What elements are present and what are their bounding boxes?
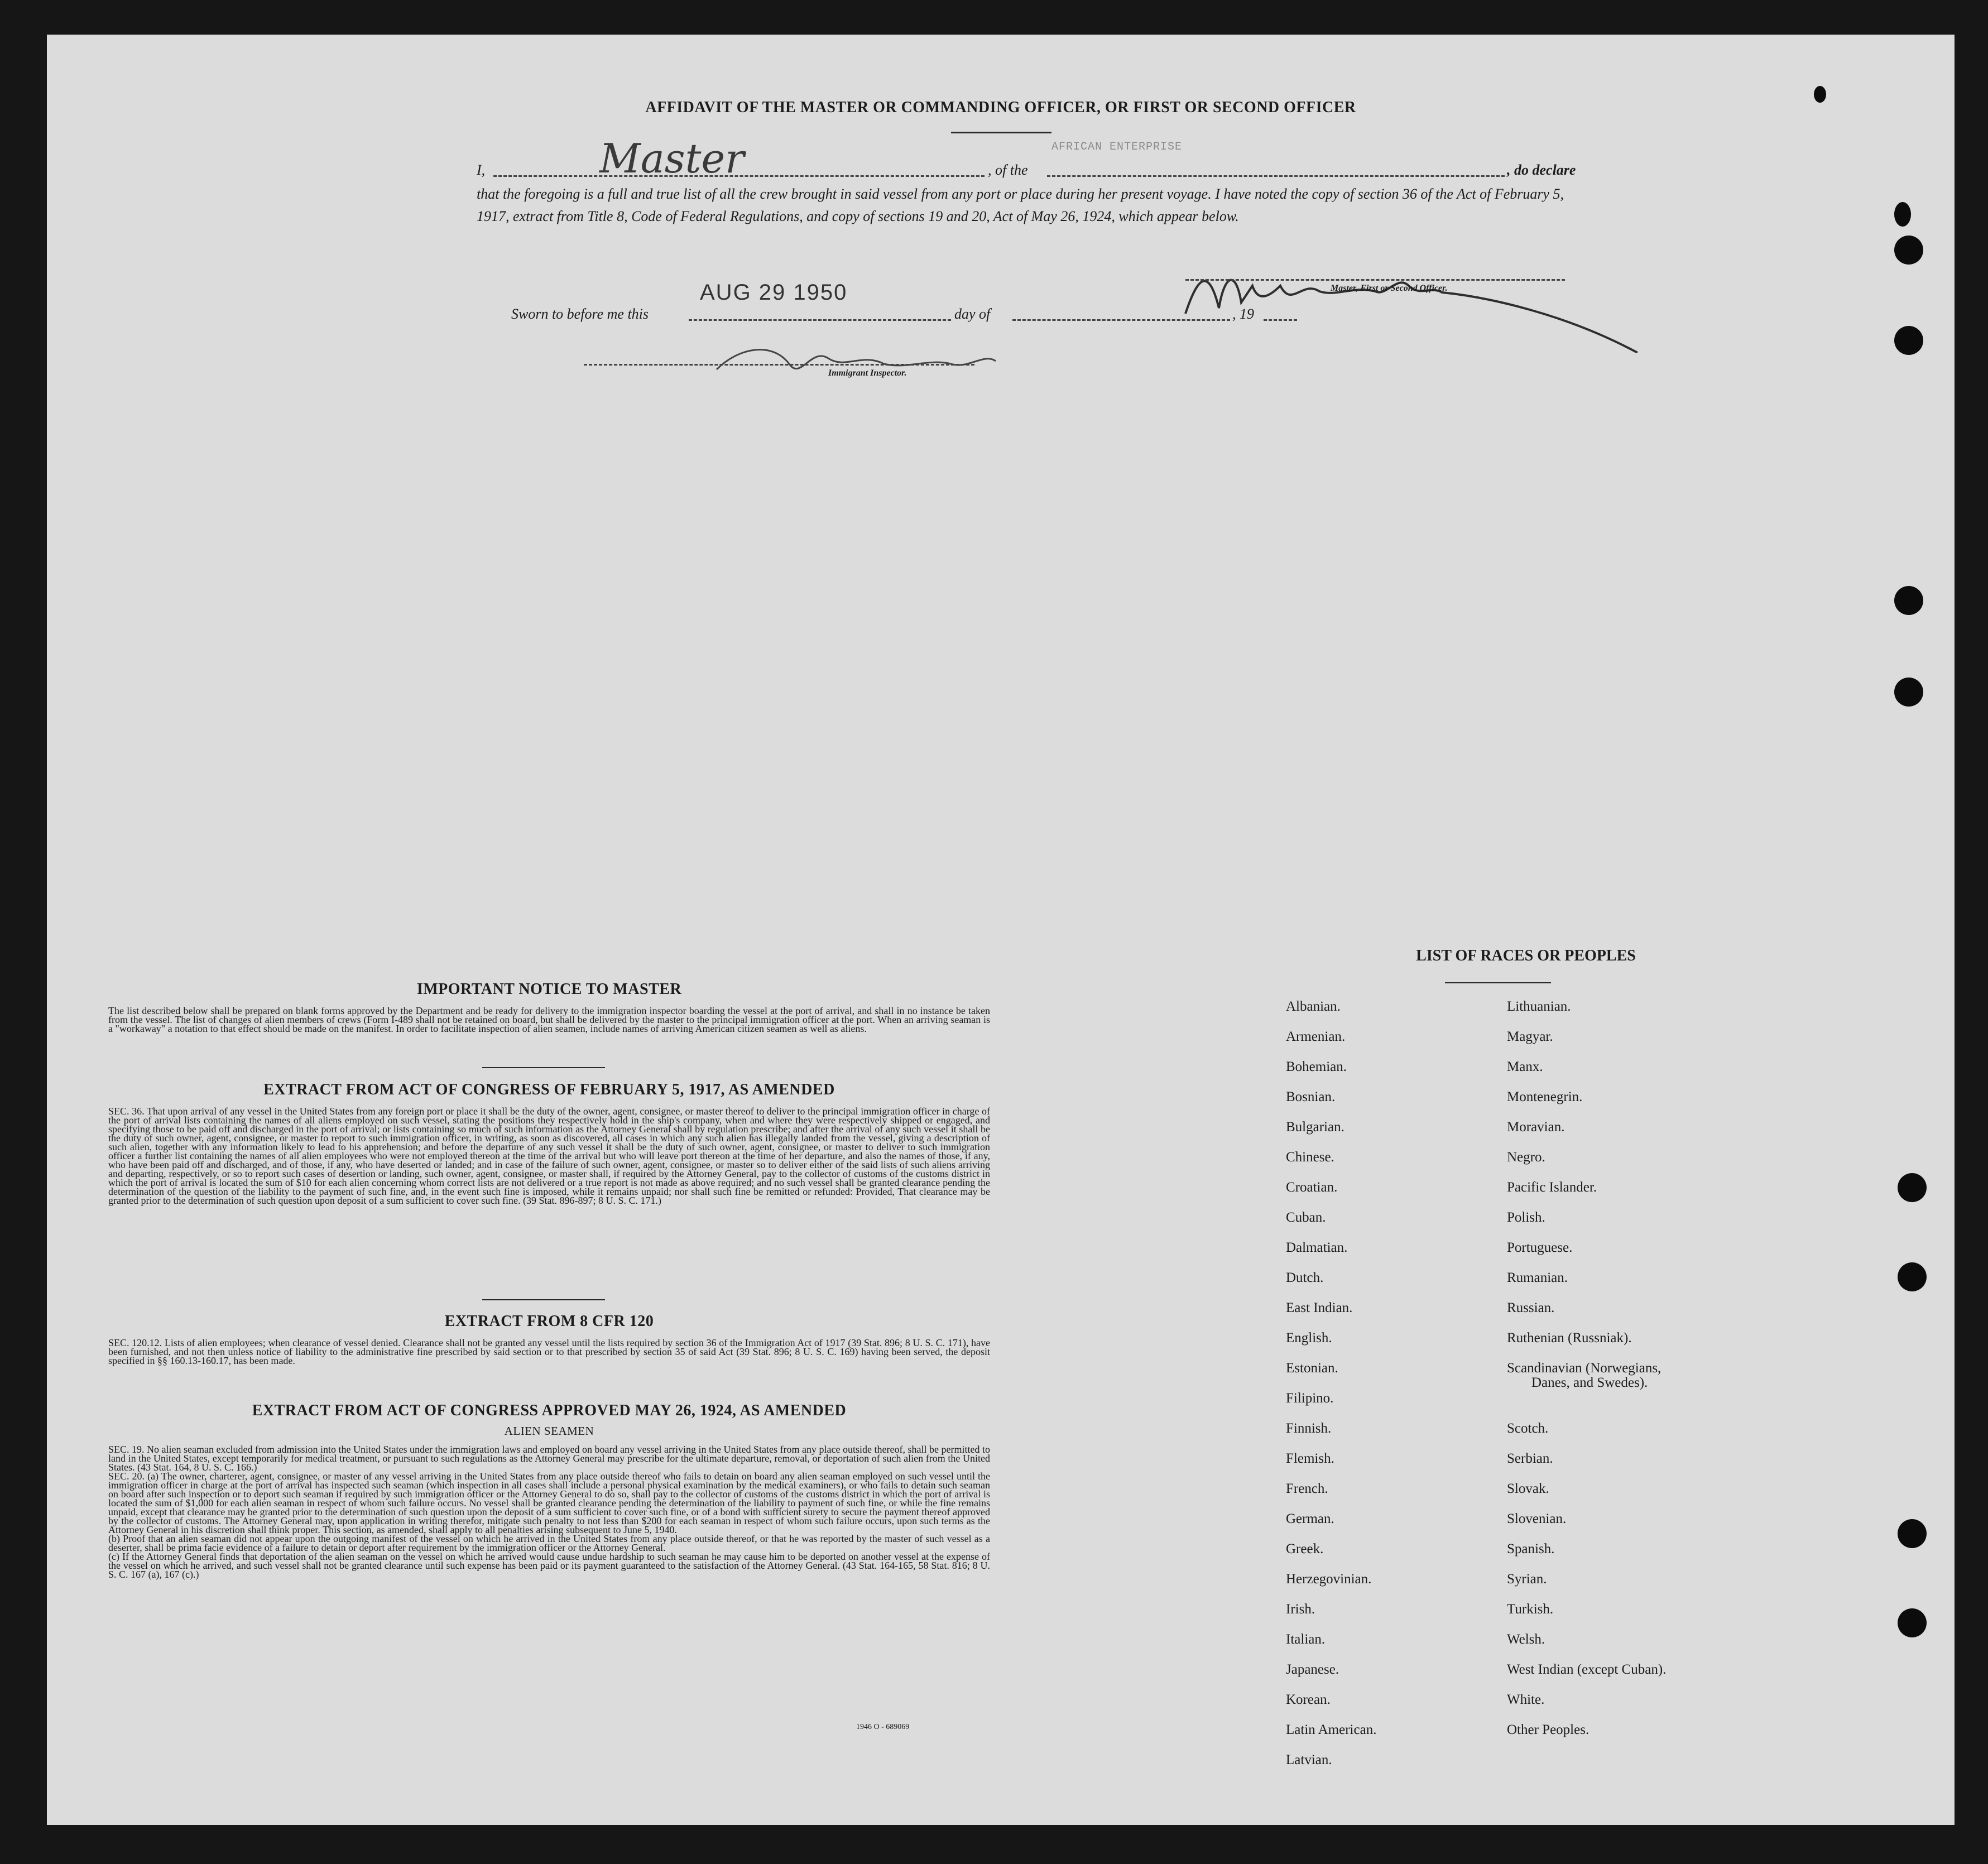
race-item: English.: [1286, 1330, 1332, 1346]
race-item: Dalmatian.: [1286, 1240, 1348, 1255]
race-item: Danes, and Swedes).: [1531, 1375, 1648, 1390]
race-item: Moravian.: [1507, 1120, 1565, 1135]
race-item: Estonian.: [1286, 1361, 1338, 1376]
race-item: Irish.: [1286, 1602, 1315, 1617]
race-item: Greek.: [1286, 1541, 1324, 1556]
race-item: Latvian.: [1286, 1752, 1332, 1767]
race-item: Russian.: [1507, 1300, 1555, 1315]
race-item: West Indian (except Cuban).: [1507, 1662, 1667, 1677]
race-item: Albanian.: [1286, 999, 1341, 1014]
sworn-month-blank: [1012, 319, 1230, 321]
master-signature-line: [1185, 279, 1565, 281]
race-item: Croatian.: [1286, 1180, 1338, 1195]
punch-hole: [1898, 1173, 1927, 1202]
race-item: Polish.: [1507, 1210, 1545, 1225]
race-item: Magyar.: [1507, 1029, 1553, 1044]
race-item: Chinese.: [1286, 1150, 1334, 1165]
race-item: Herzegovinian.: [1286, 1572, 1372, 1587]
inspector-signature-line: [584, 364, 974, 366]
sworn-day-label: day of: [954, 306, 991, 322]
race-item: Slovak.: [1507, 1481, 1549, 1496]
extract-cfr-body: SEC. 120.12. Lists of alien employees; when clearance of vessel denied. Clearance shall not be granted any vessel until the lists required by section 36 of the Immigration Act of 1917 (39 Stat. 896; 8 U. S. C. 171), have been furnished, and not then unless notice of liability to the administrative fine prescribed by said section or to that prescribed by section 35 of said Act (39 Stat. 896; 8 U. S. C. 169) having been served, the deposit specified in §§ 160.13-160.17, has been made.: [108, 1337, 990, 1366]
race-item: East Indian.: [1286, 1300, 1353, 1315]
extract-1917-body: SEC. 36. That upon arrival of any vessel in the United States from any foreign port or place it shall be the duty of the owner, agent, consignee, or master thereof to deliver to the principal immigration officer in charge of the port of arrival lists containing the names of all aliens employed on such vessel, stating the positions they respectively hold in the ship's company, when and where they were respectively shipped or engaged, and specifying those to be paid off and discharged in the port of arrival; or lists containing so much of such information as the Attorney General shall by regulation prescribe; and after the arrival of any such vessel it shall be the duty of such owner, agent, consignee, or master to report to such immigration officer, in writing, as soon as discovered, all cases in which any such alien has illegally landed from the vessel, giving a description of such alien, together with any information likely to lead to his apprehension; and before the departure of any such vessel it shall be the duty of such owner, agent, consignee, or master to deliver to such immigration officer a further list containing the names of all alien employees who were not employed thereon at the time of the arrival but who will leave port thereon at the time of her departure, and also the names of those, if any, who have been paid off and discharged, and of those, if any, who have deserted or landed; and in case of the failure of such owner, agent, consignee, or master so to deliver either of the said lists of such aliens arriving and departing, respectively, or so to report such cases of desertion or landing, such owner, agent, consignee, or master shall, if required by the Attorney General, pay to the collector of customs of the customs district in which the port of arrival is located the sum of $10 for each alien concerning whom correct lists are not delivered or a true report is not made as above required; and no such vessel shall be granted clearance pending the determination of the question of the liability to the payment of such fine, and, in the event such fine is imposed, while it remains unpaid; nor shall such fine be remitted or refunded: Provided, That clearance may be granted prior to the determination of such question upon deposit of a sum sufficient to cover such fine. (39 Stat. 896-897; 8 U. S. C. 171.): [108, 1106, 990, 1206]
section-divider: [482, 1067, 605, 1068]
race-item: Finnish.: [1286, 1421, 1332, 1436]
race-item: Other Peoples.: [1507, 1722, 1590, 1737]
race-item: Korean.: [1286, 1692, 1331, 1707]
punch-hole: [1894, 586, 1923, 615]
extract-cfr-section: [108, 1313, 990, 1365]
extract-cfr-title: EXTRACT FROM 8 CFR 120: [444, 1313, 654, 1330]
race-item: Ruthenian (Russniak).: [1507, 1330, 1632, 1346]
race-item: Syrian.: [1507, 1572, 1547, 1587]
notice-title: IMPORTANT NOTICE TO MASTER: [416, 981, 682, 998]
race-item: Dutch.: [1286, 1270, 1324, 1285]
race-item: Montenegrin.: [1507, 1089, 1583, 1104]
punch-hole: [1894, 326, 1923, 355]
race-item: Scandinavian (Norwegians,: [1507, 1361, 1662, 1376]
race-item: Welsh.: [1507, 1632, 1545, 1647]
races-divider: [1445, 982, 1551, 983]
race-item: French.: [1286, 1481, 1328, 1496]
extract-1924-subtitle: ALIEN SEAMEN: [504, 1424, 594, 1438]
race-item: Portuguese.: [1507, 1240, 1573, 1255]
punch-hole: [1898, 1262, 1927, 1291]
sworn-year-label: , 19: [1232, 306, 1254, 322]
notice-section: [108, 981, 990, 1033]
extract-1924-section: [108, 1402, 990, 1579]
punch-hole: [1898, 1519, 1927, 1548]
race-item: German.: [1286, 1511, 1334, 1526]
race-item: Armenian.: [1286, 1029, 1346, 1044]
title-divider: [951, 132, 1051, 133]
vessel-name-stamp: AFRICAN ENTERPRISE: [1051, 141, 1183, 153]
notice-body: The list described below shall be prepared on blank forms approved by the Department and be ready for delivery to the immigration inspector boarding the vessel at the port of arrival, and shall in no instance be taken from the vessel. The list of changes of alien members of crews (Form I-489 shall not be retained on board, but shall be delivered by the master to the principal immigration officer at the port. When an arriving seaman is a "workaway" a notation to that effect should be made on the manifest. In order to facilitate inspection of alien seamen, include names of arriving American citizen seamen as well as aliens.: [108, 1005, 990, 1034]
race-item: Latin American.: [1286, 1722, 1377, 1737]
vessel-blank: [1047, 175, 1505, 177]
sworn-prefix: Sworn to before me this: [511, 306, 649, 322]
sworn-date-blank: [689, 319, 951, 321]
master-label: Master, First or Second Officer.: [1331, 284, 1448, 293]
punch-hole: [1898, 1608, 1927, 1637]
race-item: Bosnian.: [1286, 1089, 1336, 1104]
handwritten-master: Master: [599, 135, 745, 182]
race-item: Japanese.: [1286, 1662, 1339, 1677]
race-item: Filipino.: [1286, 1391, 1334, 1406]
race-item: Bohemian.: [1286, 1059, 1347, 1074]
print-code: 1946 O - 689069: [856, 1723, 910, 1731]
race-item: Cuban.: [1286, 1210, 1326, 1225]
section-divider: [482, 1299, 605, 1300]
affidavit-line1-prefix: I,: [477, 162, 486, 178]
race-item: White.: [1507, 1692, 1545, 1707]
race-item: Turkish.: [1507, 1602, 1554, 1617]
race-item: Pacific Islander.: [1507, 1180, 1597, 1195]
race-item: Flemish.: [1286, 1451, 1334, 1466]
extract-1924-sec20b: (b) Proof that an alien seaman did not appear upon the outgoing manifest of the vessel on which he arrived in the United States from any place outside thereof, or that he was reported by the master of such vessel as a deserter, shall be prima facie evidence of a failure to detain or deport after requirement by the immigration officer or the Attorney General.: [108, 1533, 990, 1553]
punch-hole: [1894, 202, 1911, 227]
race-item: Serbian.: [1507, 1451, 1553, 1466]
race-item: Spanish.: [1507, 1541, 1555, 1556]
punch-hole: [1894, 678, 1923, 707]
extract-1924-sec20a: SEC. 20. (a) The owner, charterer, agent, consignee, or master of any vessel arriving in the United States from any place outside thereof who fails to detain on board any alien seaman employed on such vessel until the immigration officer in charge at the port of arrival has inspected such seaman (which inspection in all cases shall include a personal physical examination by the medical examiners), or who fails to detain such seaman on board after such inspection or to deport such seaman if required by such immigration officer or the Attorney General to do so, shall pay to the collector of customs of the customs district in which the port of arrival is located the sum of $1,000 for each alien seaman in respect of whom such failure occurs. No vessel shall be granted clearance pending the determination of the liability to payment of such fine, or while the fine remains unpaid, except that clearance may be granted prior to the determination of such question upon the deposit of a sum sufficient to cover such fine, or of a bond with sufficient surety to secure the payment thereof approved by the collector of customs. The Attorney General may, upon application in writing therefor, mitigate such penalty to not less than $200 for each seaman in respect of whom such failure occurs, upon such terms as the Attorney General in his discretion shall think proper. This section, as amended, shall apply to all penalties arising subsequent to June 5, 1940.: [108, 1471, 990, 1535]
punch-hole: [1894, 236, 1923, 265]
race-item: Slovenian.: [1507, 1511, 1567, 1526]
extract-1917-section: [108, 1081, 990, 1205]
race-item: Scotch.: [1507, 1421, 1549, 1436]
race-item: Rumanian.: [1507, 1270, 1568, 1285]
race-item: Manx.: [1507, 1059, 1543, 1074]
race-item: Italian.: [1286, 1632, 1326, 1647]
inspector-label: Immigrant Inspector.: [828, 368, 907, 378]
declaration-text: that the foregoing is a full and true list of all the crew brought in said vessel from any port or place during her present voyage. I have noted the copy of section 36 of the Act of February 5, 1917, extract from Title 8, Code of Federal Regulations, and copy of sections 19 and 20, Act of May 26, 1924, which appear below.: [477, 186, 1564, 224]
date-stamp: AUG 29 1950: [700, 280, 848, 305]
races-title: LIST OF RACES OR PEOPLES: [1416, 947, 1636, 964]
sworn-year-blank: [1264, 319, 1297, 321]
affidavit-title: AFFIDAVIT OF THE MASTER OR COMMANDING OFFICER, OR FIRST OR SECOND OFFICER: [645, 99, 1356, 116]
race-item: Bulgarian.: [1286, 1120, 1344, 1135]
document-page: [47, 35, 1955, 1825]
affidavit-line1-suffix: , do declare: [1507, 162, 1576, 178]
extract-1924-sec19: SEC. 19. No alien seaman excluded from admission into the United States under the immigration laws and employed on board any vessel arriving in the United States from any place outside thereof, shall be permitted to land in the United States, except temporarily for medical treatment, or pursuant to such regulations as the Attorney General may prescribe for the ultimate departure, removal, or deportation of such alien from the United States. (43 Stat. 164, 8 U. S. C. 166.): [108, 1444, 990, 1473]
race-item: Negro.: [1507, 1150, 1545, 1165]
extract-1924-sec20c: (c) If the Attorney General finds that deportation of the alien seaman on the vessel on which he arrived would cause undue hardship to such seaman he may cause him to be deported on another vessel at the expense of the vessel on which he arrived, and such vessel shall not be granted clearance until such expense has been paid or its payment guaranteed to the satisfaction of the Attorney General. (43 Stat. 164-165, 58 Stat. 816; 8 U. S. C. 167 (a), 167 (c).): [108, 1551, 990, 1580]
extract-1924-title: EXTRACT FROM ACT OF CONGRESS APPROVED MAY 26, 1924, AS AMENDED: [252, 1402, 847, 1419]
affidavit-line1-mid: , of the: [988, 162, 1028, 178]
race-item: Lithuanian.: [1507, 999, 1571, 1014]
extract-1917-title: EXTRACT FROM ACT OF CONGRESS OF FEBRUARY 5, 1917, AS AMENDED: [263, 1081, 835, 1098]
